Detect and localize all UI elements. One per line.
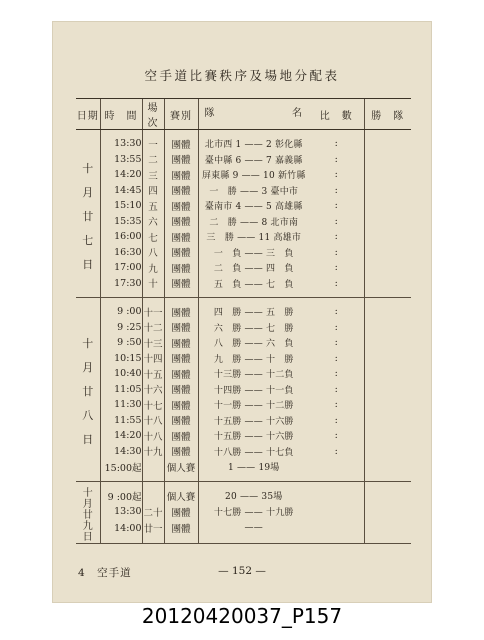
category-cell: 團體 xyxy=(164,382,198,398)
table-header-row xyxy=(76,99,411,130)
score-cell: : xyxy=(334,246,338,258)
category-cell: 團體 xyxy=(164,245,198,261)
teams-cell: 十七勝 —— 十九勝 xyxy=(198,504,309,520)
header-category: 賽別 xyxy=(164,99,198,130)
table-row xyxy=(76,366,411,382)
date-cell xyxy=(76,481,100,543)
winner-cell xyxy=(364,397,411,413)
table-row xyxy=(76,260,411,276)
score-cell: : xyxy=(334,430,338,442)
winner-cell xyxy=(364,276,411,298)
schedule-table xyxy=(76,98,411,544)
score-cell: : xyxy=(334,200,338,212)
winner-cell xyxy=(364,351,411,367)
date-label: 十月廿七日 xyxy=(82,161,94,271)
winner-cell xyxy=(364,444,411,460)
field-cell: 十四 xyxy=(142,351,164,367)
time-cell: 17:00 xyxy=(100,260,142,276)
table-row xyxy=(76,413,411,429)
table-row xyxy=(76,167,411,183)
table-row xyxy=(76,335,411,351)
score-cell xyxy=(309,504,364,520)
field-cell: 十 xyxy=(142,276,164,298)
time-cell: 17:30 xyxy=(100,276,142,298)
table-row xyxy=(76,428,411,444)
table-row xyxy=(76,130,411,152)
score-cell: : xyxy=(334,169,338,181)
header-time: 時 間 xyxy=(100,99,142,130)
image-caption: 20120420037_P157 xyxy=(141,604,343,628)
winner-cell xyxy=(364,183,411,199)
category-cell: 團體 xyxy=(164,397,198,413)
time-cell: 11:05 xyxy=(100,382,142,398)
winner-cell xyxy=(364,320,411,336)
field-cell: 十五 xyxy=(142,366,164,382)
score-cell: : xyxy=(334,138,338,150)
table-row xyxy=(76,276,411,298)
category-cell: 團體 xyxy=(164,214,198,230)
date-cell xyxy=(76,130,100,298)
teams-cell: 20 —— 35場 xyxy=(198,481,309,504)
winner-cell xyxy=(364,366,411,382)
winner-cell xyxy=(364,198,411,214)
time-cell: 14:45 xyxy=(100,183,142,199)
table-row xyxy=(76,152,411,168)
winner-cell xyxy=(364,229,411,245)
category-cell: 團體 xyxy=(164,320,198,336)
category-cell: 個人賽 xyxy=(164,481,198,504)
teams-cell: 屏東縣 9 —— 10 新竹縣 xyxy=(198,167,309,183)
field-cell: 一 xyxy=(142,130,164,152)
category-cell: 團體 xyxy=(164,444,198,460)
table-row xyxy=(76,520,411,543)
field-cell: 二十 xyxy=(142,504,164,520)
score-cell: : xyxy=(334,153,338,165)
time-cell: 14:20 xyxy=(100,167,142,183)
teams-cell: 八 勝 —— 六 負 xyxy=(198,335,309,351)
teams-cell: 四 勝 —— 五 勝 xyxy=(198,298,309,320)
time-cell: 14:30 xyxy=(100,444,142,460)
teams-cell: 五 負 —— 七 負 xyxy=(198,276,309,298)
teams-cell: 1 —— 19場 xyxy=(198,459,309,481)
teams-cell: 三 勝 —— 11 高雄市 xyxy=(198,229,309,245)
table-row xyxy=(76,397,411,413)
winner-cell xyxy=(364,382,411,398)
time-cell: 10:40 xyxy=(100,366,142,382)
score-cell: : xyxy=(334,262,338,274)
table-row xyxy=(76,198,411,214)
time-cell: 11:55 xyxy=(100,413,142,429)
winner-cell xyxy=(364,413,411,429)
score-cell xyxy=(309,520,364,543)
teams-cell: 十五勝 —— 十六勝 xyxy=(198,413,309,429)
score-cell: : xyxy=(334,445,338,457)
footer-section-label: 4 空手道 xyxy=(78,567,132,579)
category-cell: 團體 xyxy=(164,335,198,351)
field-cell: 九 xyxy=(142,260,164,276)
field-cell: 十三 xyxy=(142,335,164,351)
category-cell: 團體 xyxy=(164,229,198,245)
date-label: 十月廿九日 xyxy=(82,487,93,543)
category-cell: 團體 xyxy=(164,413,198,429)
category-cell: 團體 xyxy=(164,260,198,276)
table-row xyxy=(76,444,411,460)
table-row xyxy=(76,504,411,520)
teams-cell: 十五勝 —— 十六勝 xyxy=(198,428,309,444)
teams-cell: 十八勝 —— 十七負 xyxy=(198,444,309,460)
winner-cell xyxy=(364,214,411,230)
field-cell: 十八 xyxy=(142,428,164,444)
winner-cell xyxy=(364,298,411,320)
table-row xyxy=(76,298,411,320)
category-cell: 團體 xyxy=(164,183,198,199)
teams-cell: 九 勝 —— 十 勝 xyxy=(198,351,309,367)
category-cell: 團體 xyxy=(164,167,198,183)
category-cell: 團體 xyxy=(164,428,198,444)
date-label: 十月廿八日 xyxy=(82,337,94,447)
document-page xyxy=(53,22,431,602)
time-cell: 16:00 xyxy=(100,229,142,245)
score-cell: : xyxy=(309,276,364,298)
field-cell: 十二 xyxy=(142,320,164,336)
header-teams-left: 隊 xyxy=(204,108,216,119)
table-row xyxy=(76,245,411,261)
winner-cell xyxy=(364,152,411,168)
category-cell: 團體 xyxy=(164,130,198,152)
winner-cell xyxy=(364,481,411,504)
score-cell: : xyxy=(334,414,338,426)
date-cell xyxy=(76,298,100,482)
winner-cell xyxy=(364,167,411,183)
document-title: 空手道比賽秩序及場地分配表 xyxy=(144,68,340,83)
time-cell: 14:00 xyxy=(100,520,142,543)
winner-cell xyxy=(364,130,411,152)
time-cell: 13:30 xyxy=(100,130,142,152)
teams-cell: 二 負 —— 四 負 xyxy=(198,260,309,276)
category-cell: 團體 xyxy=(164,152,198,168)
header-teams xyxy=(198,99,309,130)
score-cell: : xyxy=(334,321,338,333)
time-cell: 15:35 xyxy=(100,214,142,230)
page-number: — 152 — xyxy=(218,565,266,577)
time-cell: 11:30 xyxy=(100,397,142,413)
field-cell: 十一 xyxy=(142,298,164,320)
time-cell: 9 :00起 xyxy=(100,481,142,504)
field-cell: 七 xyxy=(142,229,164,245)
winner-cell xyxy=(364,260,411,276)
header-field: 場次 xyxy=(142,99,164,130)
score-cell: : xyxy=(334,399,338,411)
field-cell: 廿一 xyxy=(142,520,164,543)
winner-cell xyxy=(364,504,411,520)
winner-cell xyxy=(364,428,411,444)
winner-cell xyxy=(364,335,411,351)
field-cell xyxy=(142,481,164,504)
teams-cell: 臺中縣 6 —— 7 嘉義縣 xyxy=(198,152,309,168)
time-cell: 10:15 xyxy=(100,351,142,367)
category-cell: 團體 xyxy=(164,504,198,520)
score-cell: : xyxy=(334,337,338,349)
score-cell xyxy=(309,459,364,481)
time-cell: 9 :50 xyxy=(100,335,142,351)
category-cell: 團體 xyxy=(164,198,198,214)
field-cell: 四 xyxy=(142,183,164,199)
time-cell: 9 :00 xyxy=(100,298,142,320)
field-cell: 八 xyxy=(142,245,164,261)
winner-cell xyxy=(364,520,411,543)
teams-cell: 一 勝 —— 3 臺中市 xyxy=(198,183,309,199)
teams-cell: 十一勝 —— 十二勝 xyxy=(198,397,309,413)
time-cell: 13:55 xyxy=(100,152,142,168)
category-cell: 團體 xyxy=(164,351,198,367)
category-cell: 團體 xyxy=(164,298,198,320)
header-date: 日期 xyxy=(76,99,100,130)
score-cell: : xyxy=(334,215,338,227)
time-cell: 16:30 xyxy=(100,245,142,261)
score-cell: : xyxy=(334,231,338,243)
time-cell: 9 :25 xyxy=(100,320,142,336)
score-cell: : xyxy=(334,352,338,364)
schedule-body xyxy=(76,130,411,544)
header-teams-right: 名 xyxy=(292,108,303,119)
time-cell: 14:20 xyxy=(100,428,142,444)
teams-cell: 十四勝 —— 十一負 xyxy=(198,382,309,398)
teams-cell: 臺南市 4 —— 5 高雄縣 xyxy=(198,198,309,214)
category-cell: 團體 xyxy=(164,520,198,543)
score-cell: : xyxy=(334,306,338,318)
teams-cell: 十三勝 —— 十二負 xyxy=(198,366,309,382)
time-cell: 13:30 xyxy=(100,504,142,520)
score-cell xyxy=(309,481,364,504)
category-cell: 團體 xyxy=(164,276,198,298)
field-cell: 十六 xyxy=(142,382,164,398)
winner-cell xyxy=(364,459,411,481)
field-cell: 十九 xyxy=(142,444,164,460)
time-cell: 15:10 xyxy=(100,198,142,214)
score-cell: : xyxy=(334,383,338,395)
table-row xyxy=(76,229,411,245)
header-winner: 勝 隊 xyxy=(364,99,411,130)
teams-cell: 北市西 1 —— 2 彰化縣 xyxy=(198,130,309,152)
teams-cell: 二 勝 —— 8 北市南 xyxy=(198,214,309,230)
table-row xyxy=(76,183,411,199)
table-row xyxy=(76,481,411,504)
field-cell: 十七 xyxy=(142,397,164,413)
category-cell: 團體 xyxy=(164,366,198,382)
teams-cell: 六 勝 —— 七 勝 xyxy=(198,320,309,336)
field-cell: 六 xyxy=(142,214,164,230)
score-cell: : xyxy=(334,368,338,380)
table-row xyxy=(76,214,411,230)
field-cell: 十八 xyxy=(142,413,164,429)
score-cell: : xyxy=(334,184,338,196)
teams-cell: —— xyxy=(198,520,309,543)
winner-cell xyxy=(364,245,411,261)
time-cell: 15:00起 xyxy=(100,459,142,481)
table-row xyxy=(76,459,411,481)
table-row xyxy=(76,351,411,367)
teams-cell: 一 負 —— 三 負 xyxy=(198,245,309,261)
field-cell: 五 xyxy=(142,198,164,214)
field-cell xyxy=(142,459,164,481)
field-cell: 三 xyxy=(142,167,164,183)
field-cell: 二 xyxy=(142,152,164,168)
category-cell: 個人賽 xyxy=(164,459,198,481)
table-row xyxy=(76,320,411,336)
table-row xyxy=(76,382,411,398)
header-score: 比 數 xyxy=(309,99,364,130)
